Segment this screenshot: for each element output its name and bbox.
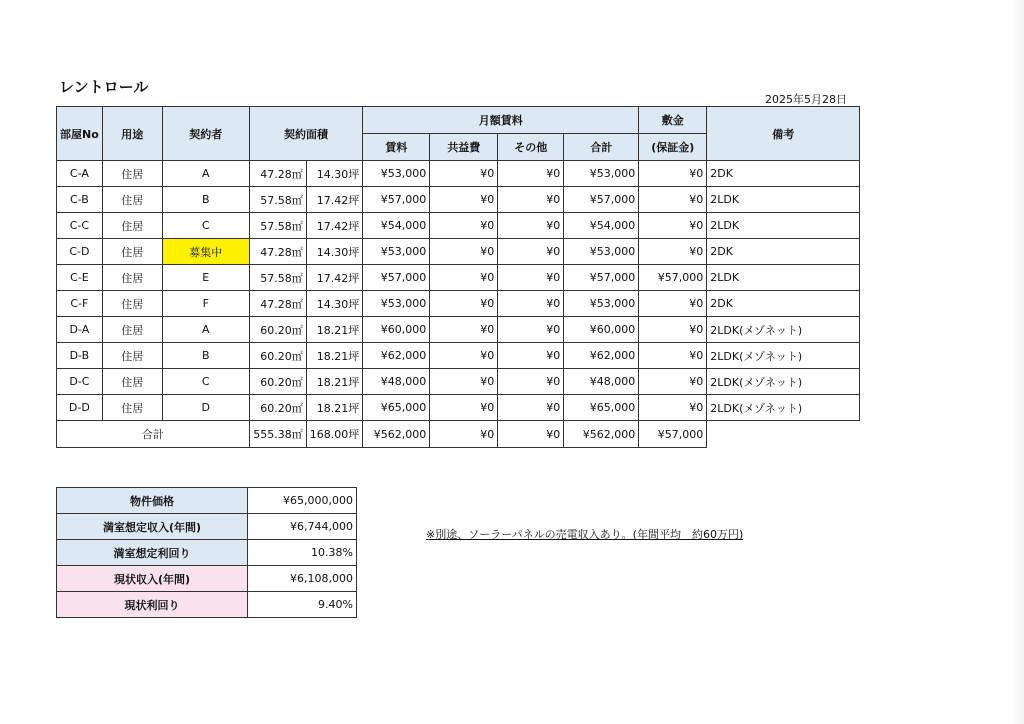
table-row [57, 265, 860, 291]
totals-area-m2: 555.38㎡ [249, 421, 306, 448]
totals-area-tsubo: 168.00坪 [306, 421, 363, 448]
scan-edge [1012, 0, 1024, 724]
summary-label: 現状利回り [57, 592, 248, 618]
cell-other: ¥0 [498, 291, 564, 317]
cell-area-m2: 57.58㎡ [249, 187, 306, 213]
cell-room: D-B [57, 343, 103, 369]
cell-area-tsubo: 18.21坪 [306, 395, 363, 421]
cell-use: 住居 [102, 317, 162, 343]
cell-other: ¥0 [498, 343, 564, 369]
cell-rent: ¥48,000 [363, 369, 430, 395]
summary-value: 10.38% [248, 540, 357, 566]
cell-use: 住居 [102, 187, 162, 213]
cell-other: ¥0 [498, 369, 564, 395]
header-deposit-sub: (保証金) [639, 134, 707, 161]
cell-total: ¥54,000 [564, 213, 639, 239]
header-use: 用途 [102, 107, 162, 161]
header-room: 部屋No [57, 107, 103, 161]
page-title: レントロール [59, 78, 149, 96]
cell-area-m2: 57.58㎡ [249, 213, 306, 239]
cell-other: ¥0 [498, 187, 564, 213]
totals-total: ¥562,000 [564, 421, 639, 448]
cell-notes: 2LDK(メゾネット) [707, 343, 860, 369]
cell-tenant-vacant: 募集中 [162, 239, 249, 265]
cell-common: ¥0 [430, 239, 498, 265]
cell-deposit: ¥0 [639, 291, 707, 317]
cell-area-m2: 47.28㎡ [249, 161, 306, 187]
cell-use: 住居 [102, 343, 162, 369]
summary-label: 現状収入(年間) [57, 566, 248, 592]
cell-common: ¥0 [430, 291, 498, 317]
cell-use: 住居 [102, 239, 162, 265]
cell-deposit: ¥0 [639, 239, 707, 265]
summary-label: 満室想定利回り [57, 540, 248, 566]
totals-notes-empty [707, 421, 860, 448]
summary-value: 9.40% [248, 592, 357, 618]
cell-area-tsubo: 17.42坪 [306, 265, 363, 291]
rent-roll-table [56, 106, 860, 448]
summary-table [56, 487, 357, 618]
table-row [57, 213, 860, 239]
cell-total: ¥60,000 [564, 317, 639, 343]
cell-use: 住居 [102, 161, 162, 187]
cell-common: ¥0 [430, 317, 498, 343]
cell-tenant: C [162, 213, 249, 239]
header-monthly-rent: 月額賃料 [363, 107, 639, 134]
cell-notes: 2LDK(メゾネット) [707, 395, 860, 421]
cell-tenant: B [162, 343, 249, 369]
cell-deposit: ¥0 [639, 343, 707, 369]
cell-area-m2: 60.20㎡ [249, 343, 306, 369]
cell-tenant: A [162, 161, 249, 187]
cell-area-tsubo: 17.42坪 [306, 213, 363, 239]
cell-total: ¥57,000 [564, 265, 639, 291]
summary-value: ¥65,000,000 [248, 488, 357, 514]
header-deposit: 敷金 [639, 107, 707, 134]
cell-notes: 2LDK(メゾネット) [707, 317, 860, 343]
table-row [57, 291, 860, 317]
cell-common: ¥0 [430, 265, 498, 291]
table-row [57, 239, 860, 265]
cell-use: 住居 [102, 395, 162, 421]
solar-note: ※別途、ソーラーパネルの売電収入あり。(年間平均 約60万円) [426, 528, 744, 541]
cell-area-tsubo: 18.21坪 [306, 369, 363, 395]
cell-rent: ¥54,000 [363, 213, 430, 239]
totals-rent: ¥562,000 [363, 421, 430, 448]
table-row [57, 369, 860, 395]
cell-other: ¥0 [498, 239, 564, 265]
cell-rent: ¥60,000 [363, 317, 430, 343]
cell-other: ¥0 [498, 395, 564, 421]
header-notes: 備考 [707, 107, 860, 161]
cell-total: ¥48,000 [564, 369, 639, 395]
cell-other: ¥0 [498, 213, 564, 239]
cell-room: C-E [57, 265, 103, 291]
cell-room: D-C [57, 369, 103, 395]
totals-other: ¥0 [498, 421, 564, 448]
cell-total: ¥62,000 [564, 343, 639, 369]
table-row [57, 161, 860, 187]
cell-total: ¥53,000 [564, 291, 639, 317]
cell-use: 住居 [102, 265, 162, 291]
summary-label: 物件価格 [57, 488, 248, 514]
totals-row [57, 421, 860, 448]
cell-notes: 2LDK [707, 265, 860, 291]
cell-use: 住居 [102, 369, 162, 395]
cell-notes: 2LDK [707, 213, 860, 239]
cell-total: ¥53,000 [564, 239, 639, 265]
cell-rent: ¥53,000 [363, 239, 430, 265]
summary-row [57, 566, 357, 592]
cell-rent: ¥57,000 [363, 265, 430, 291]
header-area: 契約面積 [249, 107, 363, 161]
cell-notes: 2DK [707, 161, 860, 187]
cell-rent: ¥62,000 [363, 343, 430, 369]
cell-other: ¥0 [498, 265, 564, 291]
cell-rent: ¥53,000 [363, 291, 430, 317]
cell-deposit: ¥0 [639, 213, 707, 239]
cell-area-m2: 60.20㎡ [249, 369, 306, 395]
header-other: その他 [498, 134, 564, 161]
table-row [57, 343, 860, 369]
document-date: 2025年5月28日 [765, 93, 847, 106]
summary-row [57, 592, 357, 618]
cell-deposit: ¥0 [639, 187, 707, 213]
cell-common: ¥0 [430, 161, 498, 187]
cell-tenant: D [162, 395, 249, 421]
cell-room: C-A [57, 161, 103, 187]
cell-area-tsubo: 18.21坪 [306, 343, 363, 369]
table-row [57, 317, 860, 343]
cell-common: ¥0 [430, 343, 498, 369]
cell-rent: ¥57,000 [363, 187, 430, 213]
cell-tenant: A [162, 317, 249, 343]
cell-room: D-A [57, 317, 103, 343]
cell-use: 住居 [102, 213, 162, 239]
cell-deposit: ¥0 [639, 395, 707, 421]
cell-area-tsubo: 17.42坪 [306, 187, 363, 213]
cell-area-tsubo: 14.30坪 [306, 161, 363, 187]
cell-area-m2: 47.28㎡ [249, 291, 306, 317]
cell-notes: 2LDK(メゾネット) [707, 369, 860, 395]
cell-area-m2: 47.28㎡ [249, 239, 306, 265]
cell-total: ¥57,000 [564, 187, 639, 213]
cell-area-tsubo: 14.30坪 [306, 291, 363, 317]
cell-area-tsubo: 18.21坪 [306, 317, 363, 343]
cell-use: 住居 [102, 291, 162, 317]
header-total: 合計 [564, 134, 639, 161]
cell-other: ¥0 [498, 317, 564, 343]
header-rent: 賃料 [363, 134, 430, 161]
cell-room: D-D [57, 395, 103, 421]
cell-notes: 2DK [707, 291, 860, 317]
summary-row [57, 514, 357, 540]
cell-common: ¥0 [430, 187, 498, 213]
cell-room: C-B [57, 187, 103, 213]
header-tenant: 契約者 [162, 107, 249, 161]
cell-room: C-F [57, 291, 103, 317]
table-row [57, 395, 860, 421]
cell-tenant: C [162, 369, 249, 395]
summary-value: ¥6,744,000 [248, 514, 357, 540]
cell-deposit: ¥0 [639, 317, 707, 343]
cell-notes: 2DK [707, 239, 860, 265]
summary-label: 満室想定収入(年間) [57, 514, 248, 540]
cell-area-m2: 57.58㎡ [249, 265, 306, 291]
cell-common: ¥0 [430, 369, 498, 395]
summary-row [57, 540, 357, 566]
cell-notes: 2LDK [707, 187, 860, 213]
cell-room: C-D [57, 239, 103, 265]
cell-common: ¥0 [430, 395, 498, 421]
cell-common: ¥0 [430, 213, 498, 239]
totals-deposit: ¥57,000 [639, 421, 707, 448]
cell-deposit: ¥0 [639, 161, 707, 187]
cell-area-tsubo: 14.30坪 [306, 239, 363, 265]
cell-area-m2: 60.20㎡ [249, 317, 306, 343]
cell-total: ¥53,000 [564, 161, 639, 187]
header-common-fee: 共益費 [430, 134, 498, 161]
cell-total: ¥65,000 [564, 395, 639, 421]
cell-other: ¥0 [498, 161, 564, 187]
cell-rent: ¥65,000 [363, 395, 430, 421]
cell-deposit: ¥57,000 [639, 265, 707, 291]
totals-label: 合計 [57, 421, 250, 448]
totals-common-fee: ¥0 [430, 421, 498, 448]
cell-room: C-C [57, 213, 103, 239]
cell-tenant: F [162, 291, 249, 317]
cell-rent: ¥53,000 [363, 161, 430, 187]
summary-value: ¥6,108,000 [248, 566, 357, 592]
cell-area-m2: 60.20㎡ [249, 395, 306, 421]
summary-row [57, 488, 357, 514]
table-row [57, 187, 860, 213]
cell-tenant: B [162, 187, 249, 213]
cell-tenant: E [162, 265, 249, 291]
cell-deposit: ¥0 [639, 369, 707, 395]
